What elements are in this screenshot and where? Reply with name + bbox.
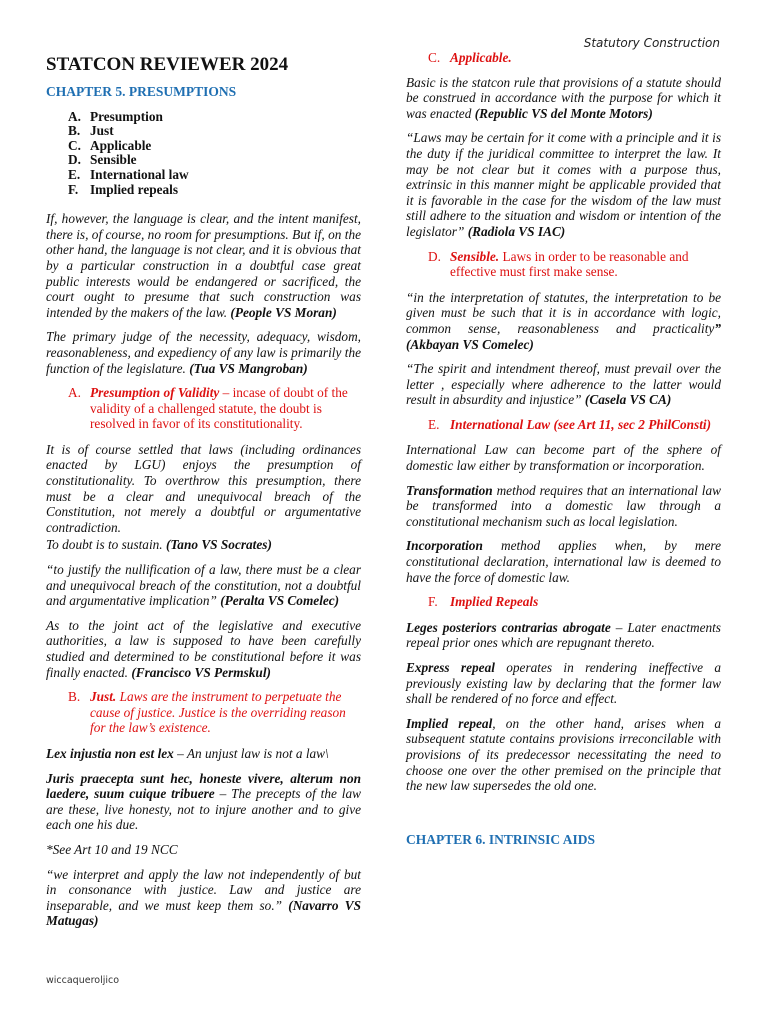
- outline-item: F. Implied repeals: [68, 181, 179, 197]
- paragraph: Basic is the statcon rule that provisions of a statute should be construed in accordance with the purpose for which it was enacted (Republic VS del Monte Motors): [406, 74, 721, 121]
- chapter-6-heading: CHAPTER 6. INTRINSIC AIDS: [406, 831, 596, 847]
- paragraph: As to the joint act of the legislative and executive authorities, a law is supposed to have been carefully studied and determined to be constitutional before it was finally enacted. (Francisco VS Permskul): [46, 617, 361, 680]
- paragraph: Implied repeal, on the other hand, arises when a subsequent statute contains provisions irreconcilable with provisions of its predecessor necessitating the need to choose one over the other premised on the principle that the new law supersedes the old one.: [406, 715, 721, 794]
- section-f-heading: F. Implied Repeals: [428, 594, 539, 610]
- paragraph: Transformation method requires that an international law be transformed into a domestic law through a constitutional mechanism such as local legislation.: [406, 482, 721, 529]
- outline-item: D. Sensible: [68, 152, 137, 168]
- chapter-outline: [68, 110, 361, 198]
- section-e-heading: E. International Law (see Art 11, sec 2 PhilConsti): [428, 416, 712, 432]
- paragraph: “in the interpretation of statutes, the interpretation to be given must be such that it is in accordance with logic, common sense, reasonableness and practicality” (Akbayan VS Comelec): [406, 289, 721, 352]
- paragraph: “to justify the nullification of a law, there must be a clear and unequivocal breach of the constitution, not a doubtful and argumentative implication” (Peralta VS Comelec): [46, 562, 361, 609]
- left-column: [46, 50, 361, 938]
- section-b-heading: B. Just. Laws are the instrument to perpetuate the cause of justice. Justice is the overriding reason for the law’s existence.: [68, 689, 346, 736]
- running-header: Statutory Construction: [583, 36, 720, 50]
- paragraph: Express repeal operates in rendering ineffective a previously existing law by declaring that the former law shall be rendered of no force and effect.: [406, 660, 721, 707]
- paragraph: *See Art 10 and 19 NCC: [46, 841, 178, 857]
- page-footer: wiccaqueroljico: [46, 975, 120, 986]
- outline-item: E. International law: [68, 166, 189, 182]
- paragraph: To doubt is to sustain. (Tano VS Socrates): [46, 537, 272, 553]
- paragraph: “Laws may be certain for it come with a principle and it is the duty if the juridical committee to interpret the law. It may be not clear but it comes with a purpose thus, extrinsic in this manner might be applicable provided that it is favorable in the case for the wisdom of the law must still adhere to the situation and wisdom or intention of the legislator” (Radiola VS IAC): [406, 130, 721, 239]
- chapter-5-heading: CHAPTER 5. PRESUMPTIONS: [46, 84, 237, 99]
- paragraph: Lex injustia non est lex – An unjust law is not a law\: [46, 745, 329, 761]
- paragraph: It is of course settled that laws (including ordinances enacted by LGU) enjoys the presumption of constitutionality. To overthrow this presumption, there must be a clear and unequivocal breach of the Constitution, not merely a doubtful or argumentative contradiction.: [46, 441, 361, 535]
- section-c-heading: C. Applicable.: [428, 50, 512, 65]
- paragraph: The primary judge of the necessity, adequacy, wisdom, reasonableness, and expediency of any law is primarily the function of the legislature. (Tua VS Mangroban): [46, 329, 361, 376]
- paragraph: “The spirit and intendment thereof, must prevail over the letter , especially where adherence to the latter would result in absurdity and injustice” (Casela VS CA): [406, 361, 721, 408]
- paragraph: “we interpret and apply the law not independently of but in consonance with justice. Law and justice are inseparable, and we must keep them so.” (Navarro VS Matugas): [46, 866, 361, 929]
- outline-item: B. Just: [68, 123, 114, 139]
- section-a-heading: A. Presumption of Validity – incase of doubt of the validity of a challenged statute, the doubt is resolved in favor of its constitutionality.: [68, 385, 348, 432]
- paragraph: International Law can become part of the sphere of domestic law either by transformation or incorporation.: [406, 442, 721, 474]
- outline-item: C. Applicable: [68, 137, 152, 153]
- paragraph: Leges posteriors contrarias abrogate – Later enactments repeal prior ones which are repugnant thereto.: [406, 619, 721, 651]
- section-d-heading: D. Sensible. Laws in order to be reasonable and effective must first make sense.: [428, 248, 689, 280]
- paragraph: If, however, the language is clear, and the intent manifest, there is, of course, no room for presumptions. But if, on the other hand, the language is not clear, and it is obvious that by a particular construction in a doubtful case great public interests would be endangered or sacrificed, the court ought to presume that such construction was intended by the makers of the law. (People VS Moran): [46, 211, 361, 320]
- outline-item: A. Presumption: [68, 108, 163, 124]
- right-column: [406, 50, 721, 847]
- paragraph: Juris praecepta sunt hec, honeste vivere, alterum non laedere, suum cuique tribuere – The precepts of the law are these, live honesty, not to injure another and to give each one his due.: [46, 770, 361, 833]
- document-title: STATCON REVIEWER 2024: [46, 54, 289, 75]
- paragraph: Incorporation method applies when, by mere constitutional declaration, international law is deemed to have the force of domestic law.: [406, 538, 721, 585]
